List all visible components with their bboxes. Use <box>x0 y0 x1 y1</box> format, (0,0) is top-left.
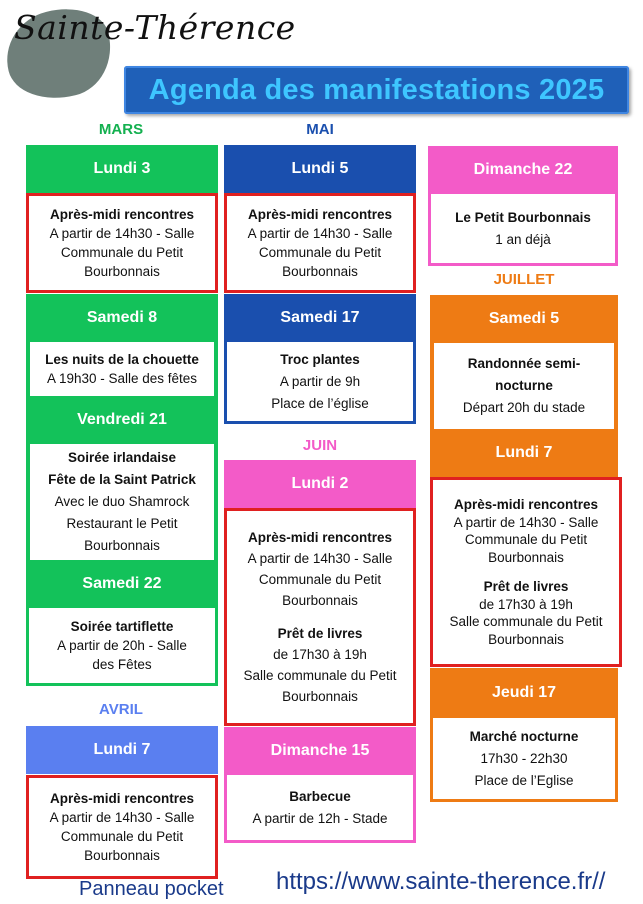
event-line: Restaurant le Petit <box>66 516 178 531</box>
event-title: Marché nocturne <box>469 728 579 744</box>
event-details <box>26 193 218 293</box>
event-details <box>430 718 618 802</box>
event-line: Place de l’Eglise <box>474 772 574 788</box>
event-details <box>26 342 218 396</box>
event-line: A 19h30 - Salle des fêtes <box>46 371 198 386</box>
month-label-juillet: JUILLET <box>493 271 555 288</box>
month-label-avril: AVRIL <box>99 701 143 718</box>
event-line: A partir de 14h30 - Salle <box>49 226 195 241</box>
event-line: A partir de 14h30 - Salle <box>453 514 599 530</box>
event-line: Départ 20h du stade <box>462 400 586 415</box>
page-title: Agenda des manifestations 2025 <box>148 74 605 106</box>
month-label-mai: MAI <box>306 121 334 138</box>
event-line: A partir de 14h30 - Salle <box>247 551 393 566</box>
event-line: Communale du Petit <box>258 572 382 587</box>
event-details <box>430 343 618 429</box>
event-line: Bourbonnais <box>488 631 564 647</box>
event-line: des Fêtes <box>92 657 152 672</box>
event-title: Barbecue <box>289 788 351 804</box>
event-details <box>224 508 416 726</box>
event-title: Après-midi rencontres <box>453 497 599 512</box>
event-line: de 17h30 à 19h <box>479 596 573 612</box>
event-line: Avec le duo Shamrock <box>54 494 190 509</box>
event-title: Après-midi rencontres <box>247 207 393 222</box>
event-line: Bourbonnais <box>84 538 160 553</box>
event-day-header: Lundi 3 <box>26 145 218 193</box>
event-line: de 17h30 à 19h <box>273 647 367 662</box>
event-line: Bourbonnais <box>488 549 564 565</box>
event-line: A partir de 14h30 - Salle <box>49 810 195 825</box>
event-line: Bourbonnais <box>282 264 358 279</box>
event-line: A partir de 12h - Stade <box>252 810 388 826</box>
event-day-header: Dimanche 15 <box>224 727 416 775</box>
event-line: A partir de 14h30 - Salle <box>247 226 393 241</box>
event-title: Prêt de livres <box>277 626 363 641</box>
event-title-cont: nocturne <box>495 378 553 393</box>
event-title: Après-midi rencontres <box>49 207 195 222</box>
event-line: Bourbonnais <box>282 593 358 608</box>
event-details <box>26 444 218 560</box>
event-title: Le Petit Bourbonnais <box>455 209 591 225</box>
footer-website-link[interactable]: https://www.sainte-therence.fr// <box>276 868 606 895</box>
event-day-header: Samedi 17 <box>224 294 416 342</box>
event-details <box>224 775 416 843</box>
event-day-header: Samedi 22 <box>26 560 218 608</box>
event-line: 1 an déjà <box>495 231 551 247</box>
event-line: Salle communale du Petit <box>449 614 603 629</box>
event-line: Communale du Petit <box>464 532 588 547</box>
event-title: Prêt de livres <box>483 579 569 594</box>
event-details <box>430 477 622 667</box>
event-details <box>428 194 618 266</box>
month-label-juin: JUIN <box>302 437 338 454</box>
event-line: Communale du Petit <box>258 245 382 260</box>
event-day-header: Jeudi 17 <box>430 668 618 718</box>
event-line: Bourbonnais <box>282 689 358 704</box>
site-logo: Sainte-Thérence <box>14 8 296 47</box>
event-line: A partir de 9h <box>279 373 361 389</box>
event-day-header: Samedi 8 <box>26 294 218 342</box>
event-line: Place de l’église <box>271 395 369 411</box>
month-label-mars: MARS <box>98 121 144 138</box>
event-day-header: Vendredi 21 <box>26 396 218 444</box>
event-title: Troc plantes <box>280 351 360 367</box>
event-details <box>26 775 218 879</box>
event-title: Soirée irlandaise <box>67 450 177 465</box>
event-line: Bourbonnais <box>84 848 160 863</box>
event-day-header: Dimanche 22 <box>428 146 618 194</box>
event-line: A partir de 20h - Salle <box>57 638 187 653</box>
event-day-header: Lundi 7 <box>430 429 618 477</box>
event-line: Communale du Petit <box>60 245 184 260</box>
event-title: Après-midi rencontres <box>49 791 195 806</box>
event-line: Salle communale du Petit <box>243 668 397 683</box>
event-line: Bourbonnais <box>84 264 160 279</box>
event-line: Communale du Petit <box>60 829 184 844</box>
event-title: Soirée tartiflette <box>70 619 174 634</box>
event-title: Randonnée semi- <box>467 356 581 371</box>
event-day-header: Samedi 5 <box>430 295 618 343</box>
event-title: Après-midi rencontres <box>247 530 393 545</box>
event-day-header: Lundi 2 <box>224 460 416 508</box>
footer-panneau-pocket: Panneau pocket <box>79 878 224 900</box>
event-details <box>224 193 416 293</box>
event-details <box>224 342 416 424</box>
event-line: 17h30 - 22h30 <box>480 750 568 766</box>
event-subtitle: Fête de la Saint Patrick <box>48 472 196 487</box>
event-title: Les nuits de la chouette <box>45 352 199 367</box>
event-details <box>26 608 218 686</box>
event-day-header: Lundi 5 <box>224 145 416 193</box>
event-day-header: Lundi 7 <box>26 726 218 774</box>
